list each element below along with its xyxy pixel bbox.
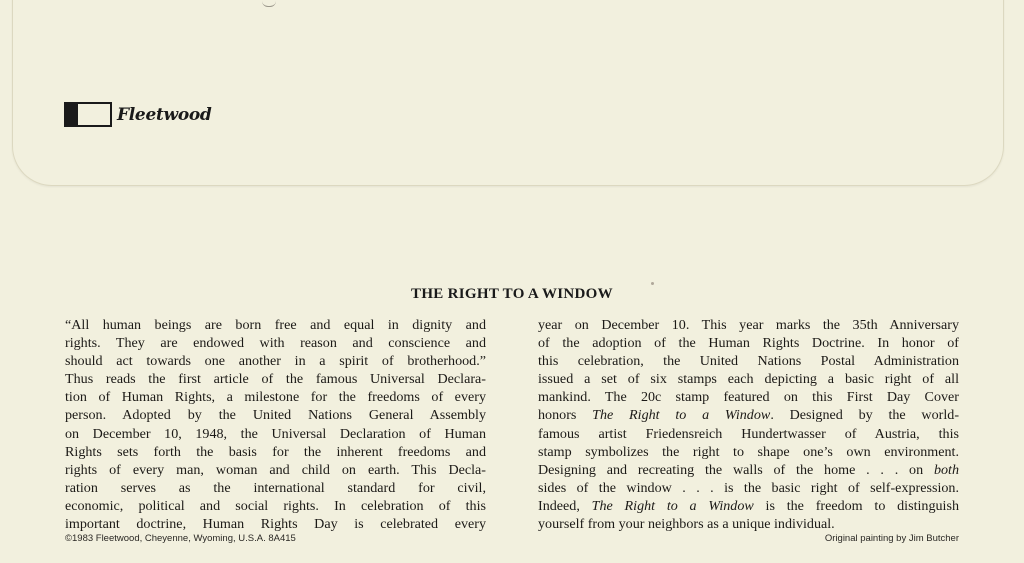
text-line: Rights sets forth the basis for the inherent freedoms and — [65, 443, 486, 460]
envelope-flap — [12, 0, 1004, 186]
text-line: Thus reads the first article of the famous Universal Declara- — [65, 371, 486, 388]
text-line: “All human beings are born free and equal in dignity and — [65, 317, 486, 333]
text-line: rights. They are endowed with reason and conscience and — [65, 335, 486, 352]
text-line: this celebration, the United Nations Postal Administration — [538, 353, 959, 370]
stamp-title-italic: The Right to a Window — [591, 497, 754, 514]
text-line: should act towards one another in a spirit of brotherhood.” — [65, 353, 486, 370]
text-line — [538, 461, 959, 479]
emphasis-italic: both — [933, 461, 959, 478]
copyright-notice: ©1983 Fleetwood, Cheyenne, Wyoming, U.S.A. 8A415 — [65, 533, 296, 544]
text-run: Indeed, — [538, 497, 592, 514]
text-line: of the adoption of the Human Rights Doctrine. In honor of — [538, 335, 959, 352]
text-line: ration serves as the international standard for civil, — [65, 479, 486, 496]
text-run: is the freedom to distinguish — [753, 497, 959, 514]
text-line: person. Adopted by the United Nations General Assembly — [65, 407, 486, 424]
left-column-text — [65, 316, 486, 533]
right-column-text — [538, 316, 959, 533]
text-line: year on December 10. This year marks the 35th Anniversary — [538, 317, 959, 333]
logo-box-icon — [64, 102, 112, 127]
text-line: sides of the window . . . is the basic right of self-expression. — [538, 479, 959, 496]
text-line: important doctrine, Human Rights Day is celebrated every — [65, 516, 486, 533]
stamp-title-italic: The Right to a Window — [592, 407, 771, 424]
speck — [651, 282, 654, 285]
logo-wordmark: Fleetwood — [117, 104, 212, 125]
fleetwood-logo — [64, 102, 212, 127]
text-line — [538, 497, 959, 515]
text-run: honors — [538, 407, 593, 424]
text-line: on December 10, 1948, the Universal Declaration of Human — [65, 425, 486, 442]
painting-credit: Original painting by Jim Butcher — [824, 533, 959, 544]
text-line: tion of Human Rights, a milestone for the freedoms of every — [65, 389, 486, 406]
text-line: economic, political and social rights. In celebration of this — [65, 497, 486, 514]
text-line: mankind. The 20c stamp featured on this First Day Cover — [538, 389, 959, 406]
page-title: THE RIGHT TO A WINDOW — [411, 286, 613, 302]
text-line: yourself from your neighbors as a unique individual. — [538, 516, 835, 533]
text-run: Designing and recreating the walls of the home . . . on — [538, 461, 934, 478]
text-line: famous artist Friedensreich Hundertwasser of Austria, this — [538, 425, 959, 442]
text-line: stamp symbolizes the right to shape one’s own environment. — [538, 443, 959, 460]
text-line: issued a set of six stamps each depicting a basic right of all — [538, 371, 959, 388]
text-line: rights of every man, woman and child on earth. This Decla- — [65, 461, 486, 478]
text-run: . Designed by the world- — [770, 407, 960, 424]
text-line — [538, 406, 959, 424]
